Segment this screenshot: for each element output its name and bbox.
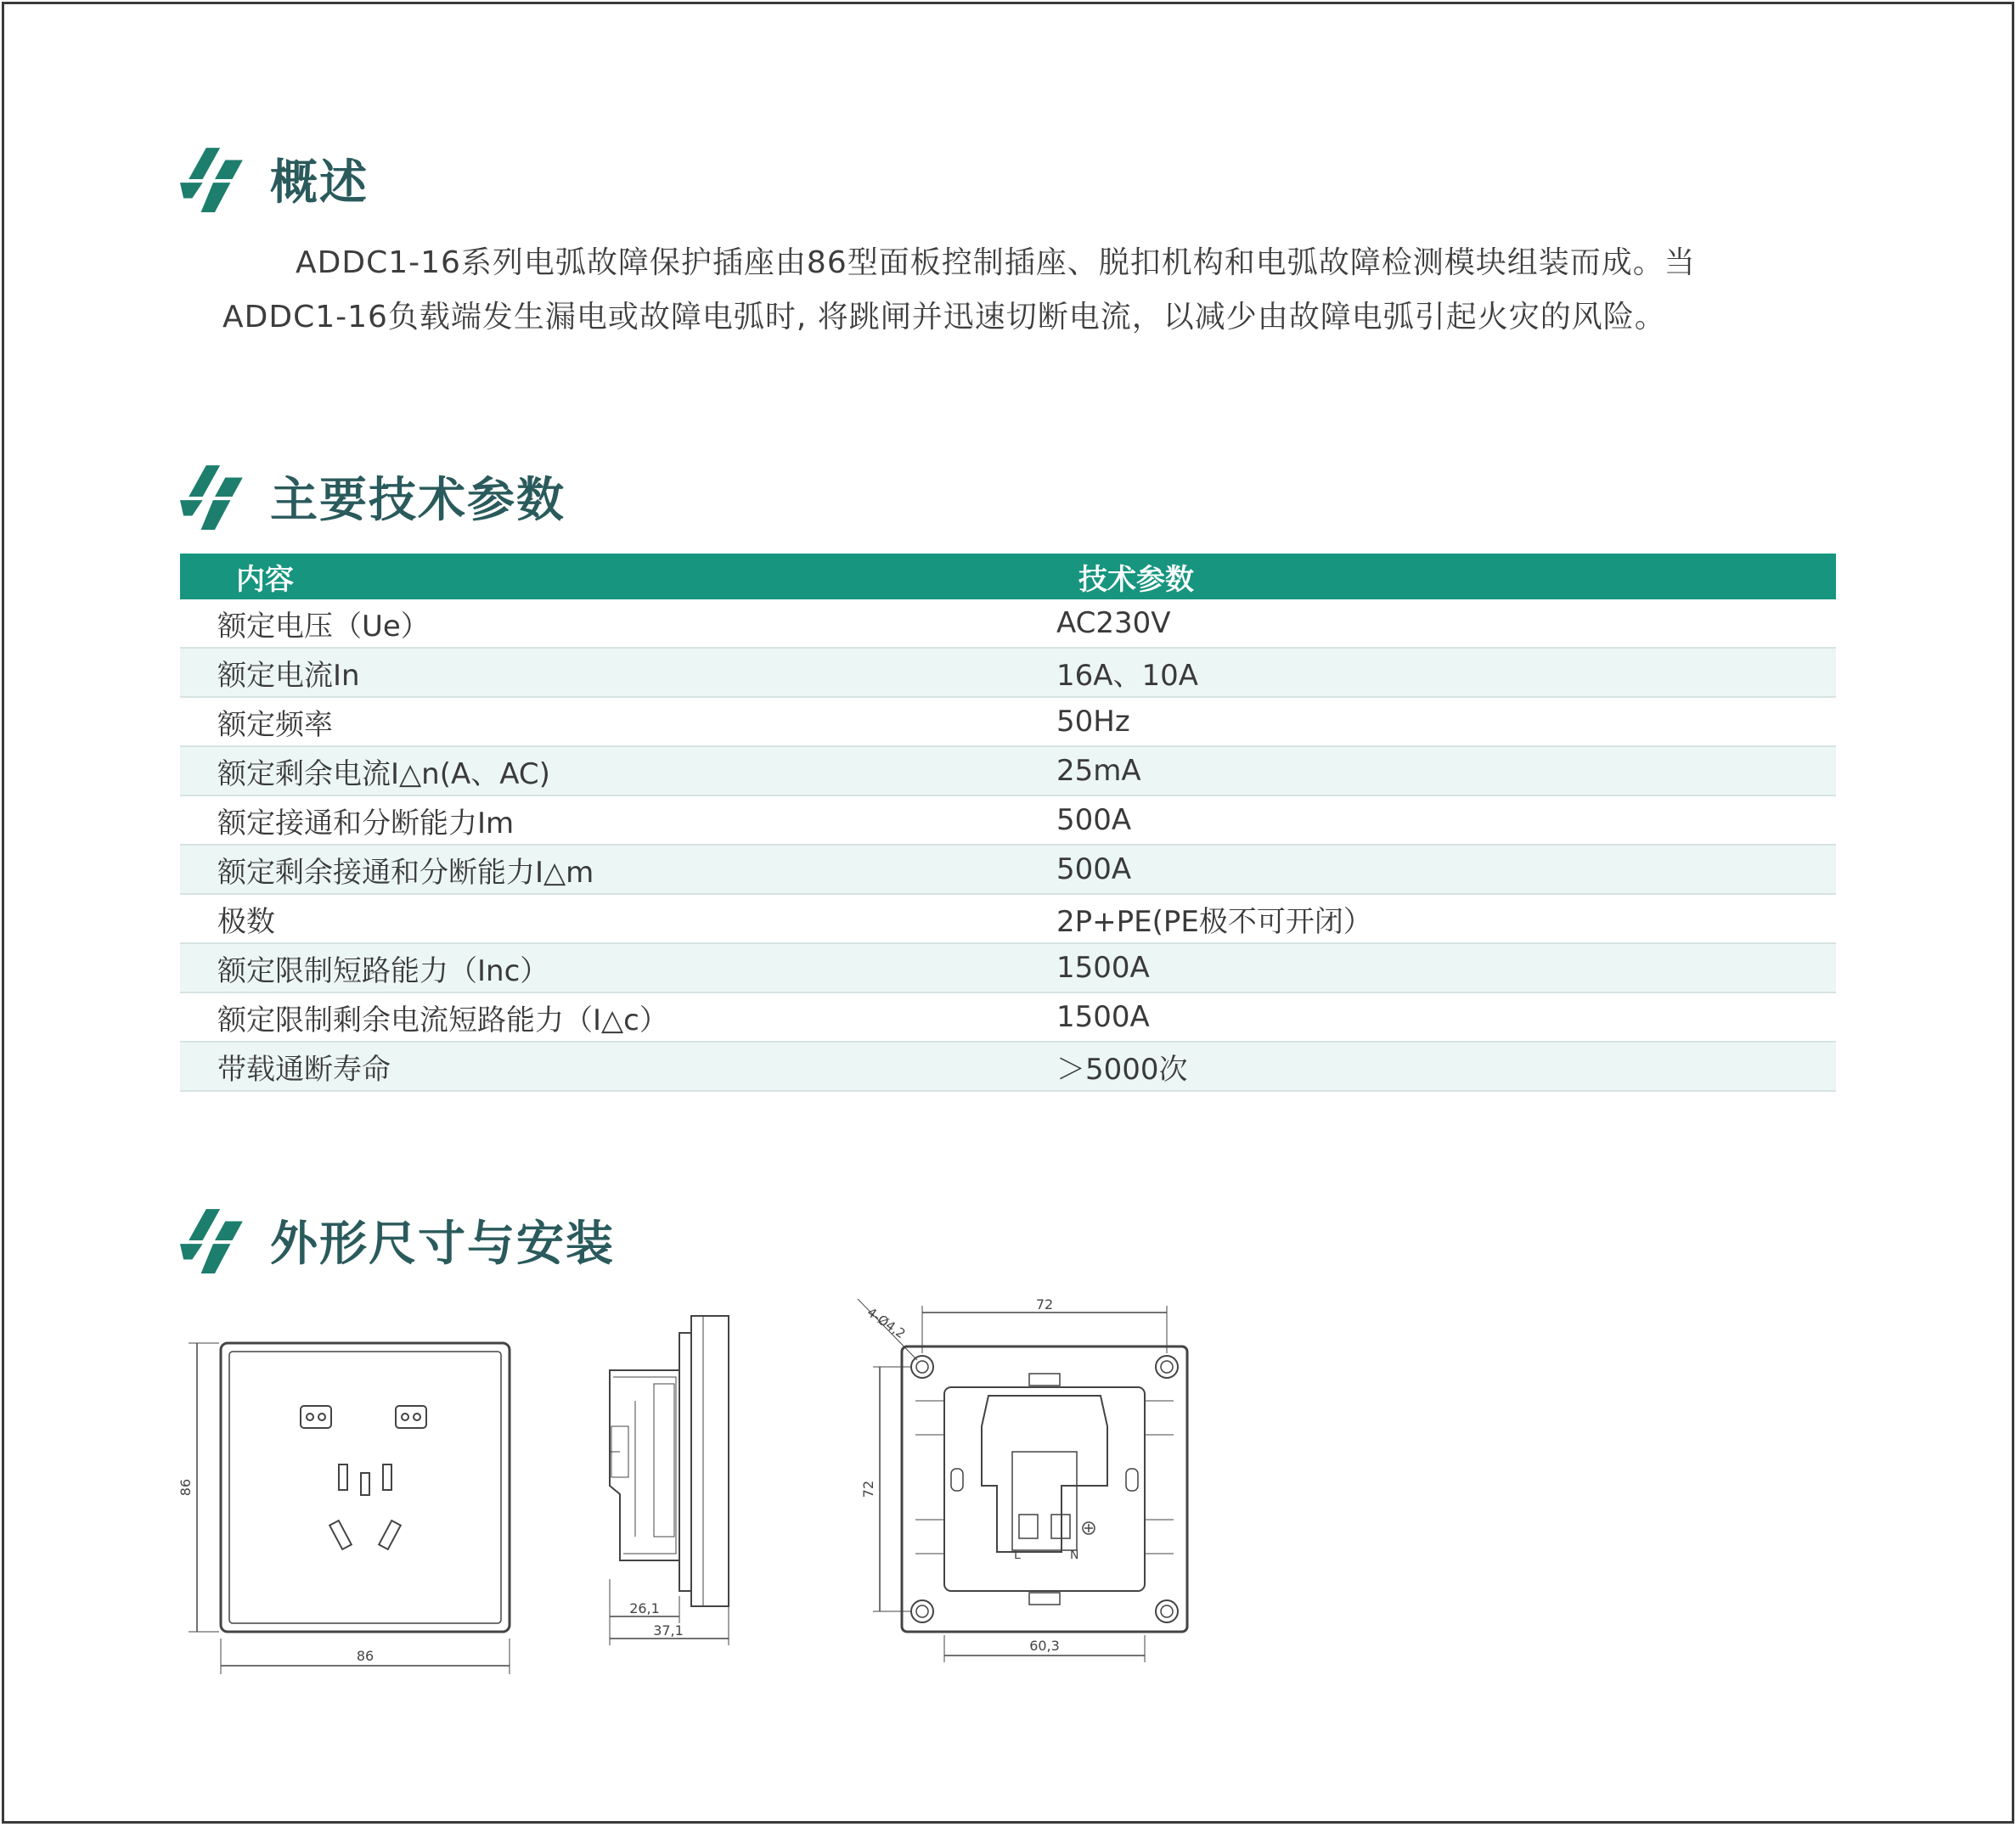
table-row	[180, 747, 1836, 796]
table-row	[180, 895, 1836, 944]
overview-heading	[180, 144, 369, 214]
terminal-l-label: L	[1014, 1549, 1021, 1562]
row-value: 50Hz	[1056, 705, 1130, 739]
table-row	[180, 796, 1836, 846]
dims-heading	[180, 1206, 615, 1275]
row-name: 额定剩余电流I△n(A、AC)	[217, 756, 550, 791]
terminal-n-label: N	[1070, 1549, 1079, 1562]
row-value: AC230V	[1056, 606, 1171, 640]
row-name: 额定剩余接通和分断能力I△m	[217, 855, 594, 890]
overview-line-1: ADDC1-16系列电弧故障保护插座由86型面板控制插座、脱扣机构和电弧故障检测模块组装而成。当	[296, 245, 1696, 280]
section-title: 概述	[270, 155, 369, 211]
brand-logo-icon	[180, 462, 250, 531]
back-bottom-span-label: 60,3	[1029, 1638, 1060, 1654]
row-name: 额定频率	[217, 707, 333, 742]
brand-logo-icon	[180, 144, 250, 214]
side-depth1-label: 26,1	[629, 1600, 660, 1616]
table-row	[180, 599, 1836, 649]
table-row	[180, 944, 1836, 993]
table-row	[180, 993, 1836, 1043]
row-value: ＞5000次	[1056, 1052, 1188, 1087]
row-value: 500A	[1056, 803, 1132, 837]
row-value: 1500A	[1056, 1000, 1150, 1034]
back-view-drawing	[858, 1299, 1187, 1662]
table-row	[180, 1043, 1836, 1092]
table-row	[180, 846, 1836, 895]
table-header	[180, 554, 1836, 599]
row-name: 极数	[217, 904, 275, 939]
spec-table	[180, 554, 1836, 1092]
row-name: 带载通断寿命	[217, 1052, 391, 1087]
side-depth2-label: 37,1	[653, 1622, 684, 1639]
row-value: 25mA	[1056, 754, 1141, 788]
brand-logo-icon	[180, 1206, 250, 1275]
front-view-drawing	[189, 1343, 510, 1674]
row-name: 额定限制短路能力（Inc）	[217, 953, 549, 988]
row-value: 2P+PE(PE极不可开闭）	[1056, 904, 1372, 939]
dimension-drawings	[170, 1299, 1240, 1689]
front-width-label: 86	[356, 1648, 374, 1664]
front-height-label: 86	[177, 1478, 194, 1497]
table-row	[180, 649, 1836, 698]
row-name: 额定电压（Ue）	[217, 609, 430, 644]
overview-text	[219, 236, 1833, 345]
table-row	[180, 698, 1836, 747]
header-content: 内容	[236, 562, 294, 597]
row-value: 500A	[1056, 852, 1132, 886]
back-top-span-label: 72	[1035, 1299, 1054, 1313]
header-parameters: 技术参数	[1078, 562, 1194, 597]
row-name: 额定接通和分断能力Im	[217, 806, 515, 840]
section-title: 外形尺寸与安装	[270, 1217, 615, 1272]
back-left-span-label: 72	[860, 1480, 876, 1498]
hole-spec-label: 4-Ø4,2	[864, 1304, 909, 1342]
row-name: 额定限制剩余电流短路能力（I△c）	[217, 1003, 668, 1037]
side-view-drawing	[610, 1316, 729, 1645]
params-heading	[180, 462, 566, 531]
row-value: 16A、10A	[1056, 658, 1199, 693]
row-name: 额定电流In	[217, 658, 360, 693]
overview-line-2: ADDC1-16负载端发生漏电或故障电弧时, 将跳闸并迅速切断电流，以减少由故障电弧引起火灾的风险。	[222, 300, 1666, 334]
row-value: 1500A	[1056, 951, 1150, 985]
section-title: 主要技术参数	[270, 473, 566, 528]
